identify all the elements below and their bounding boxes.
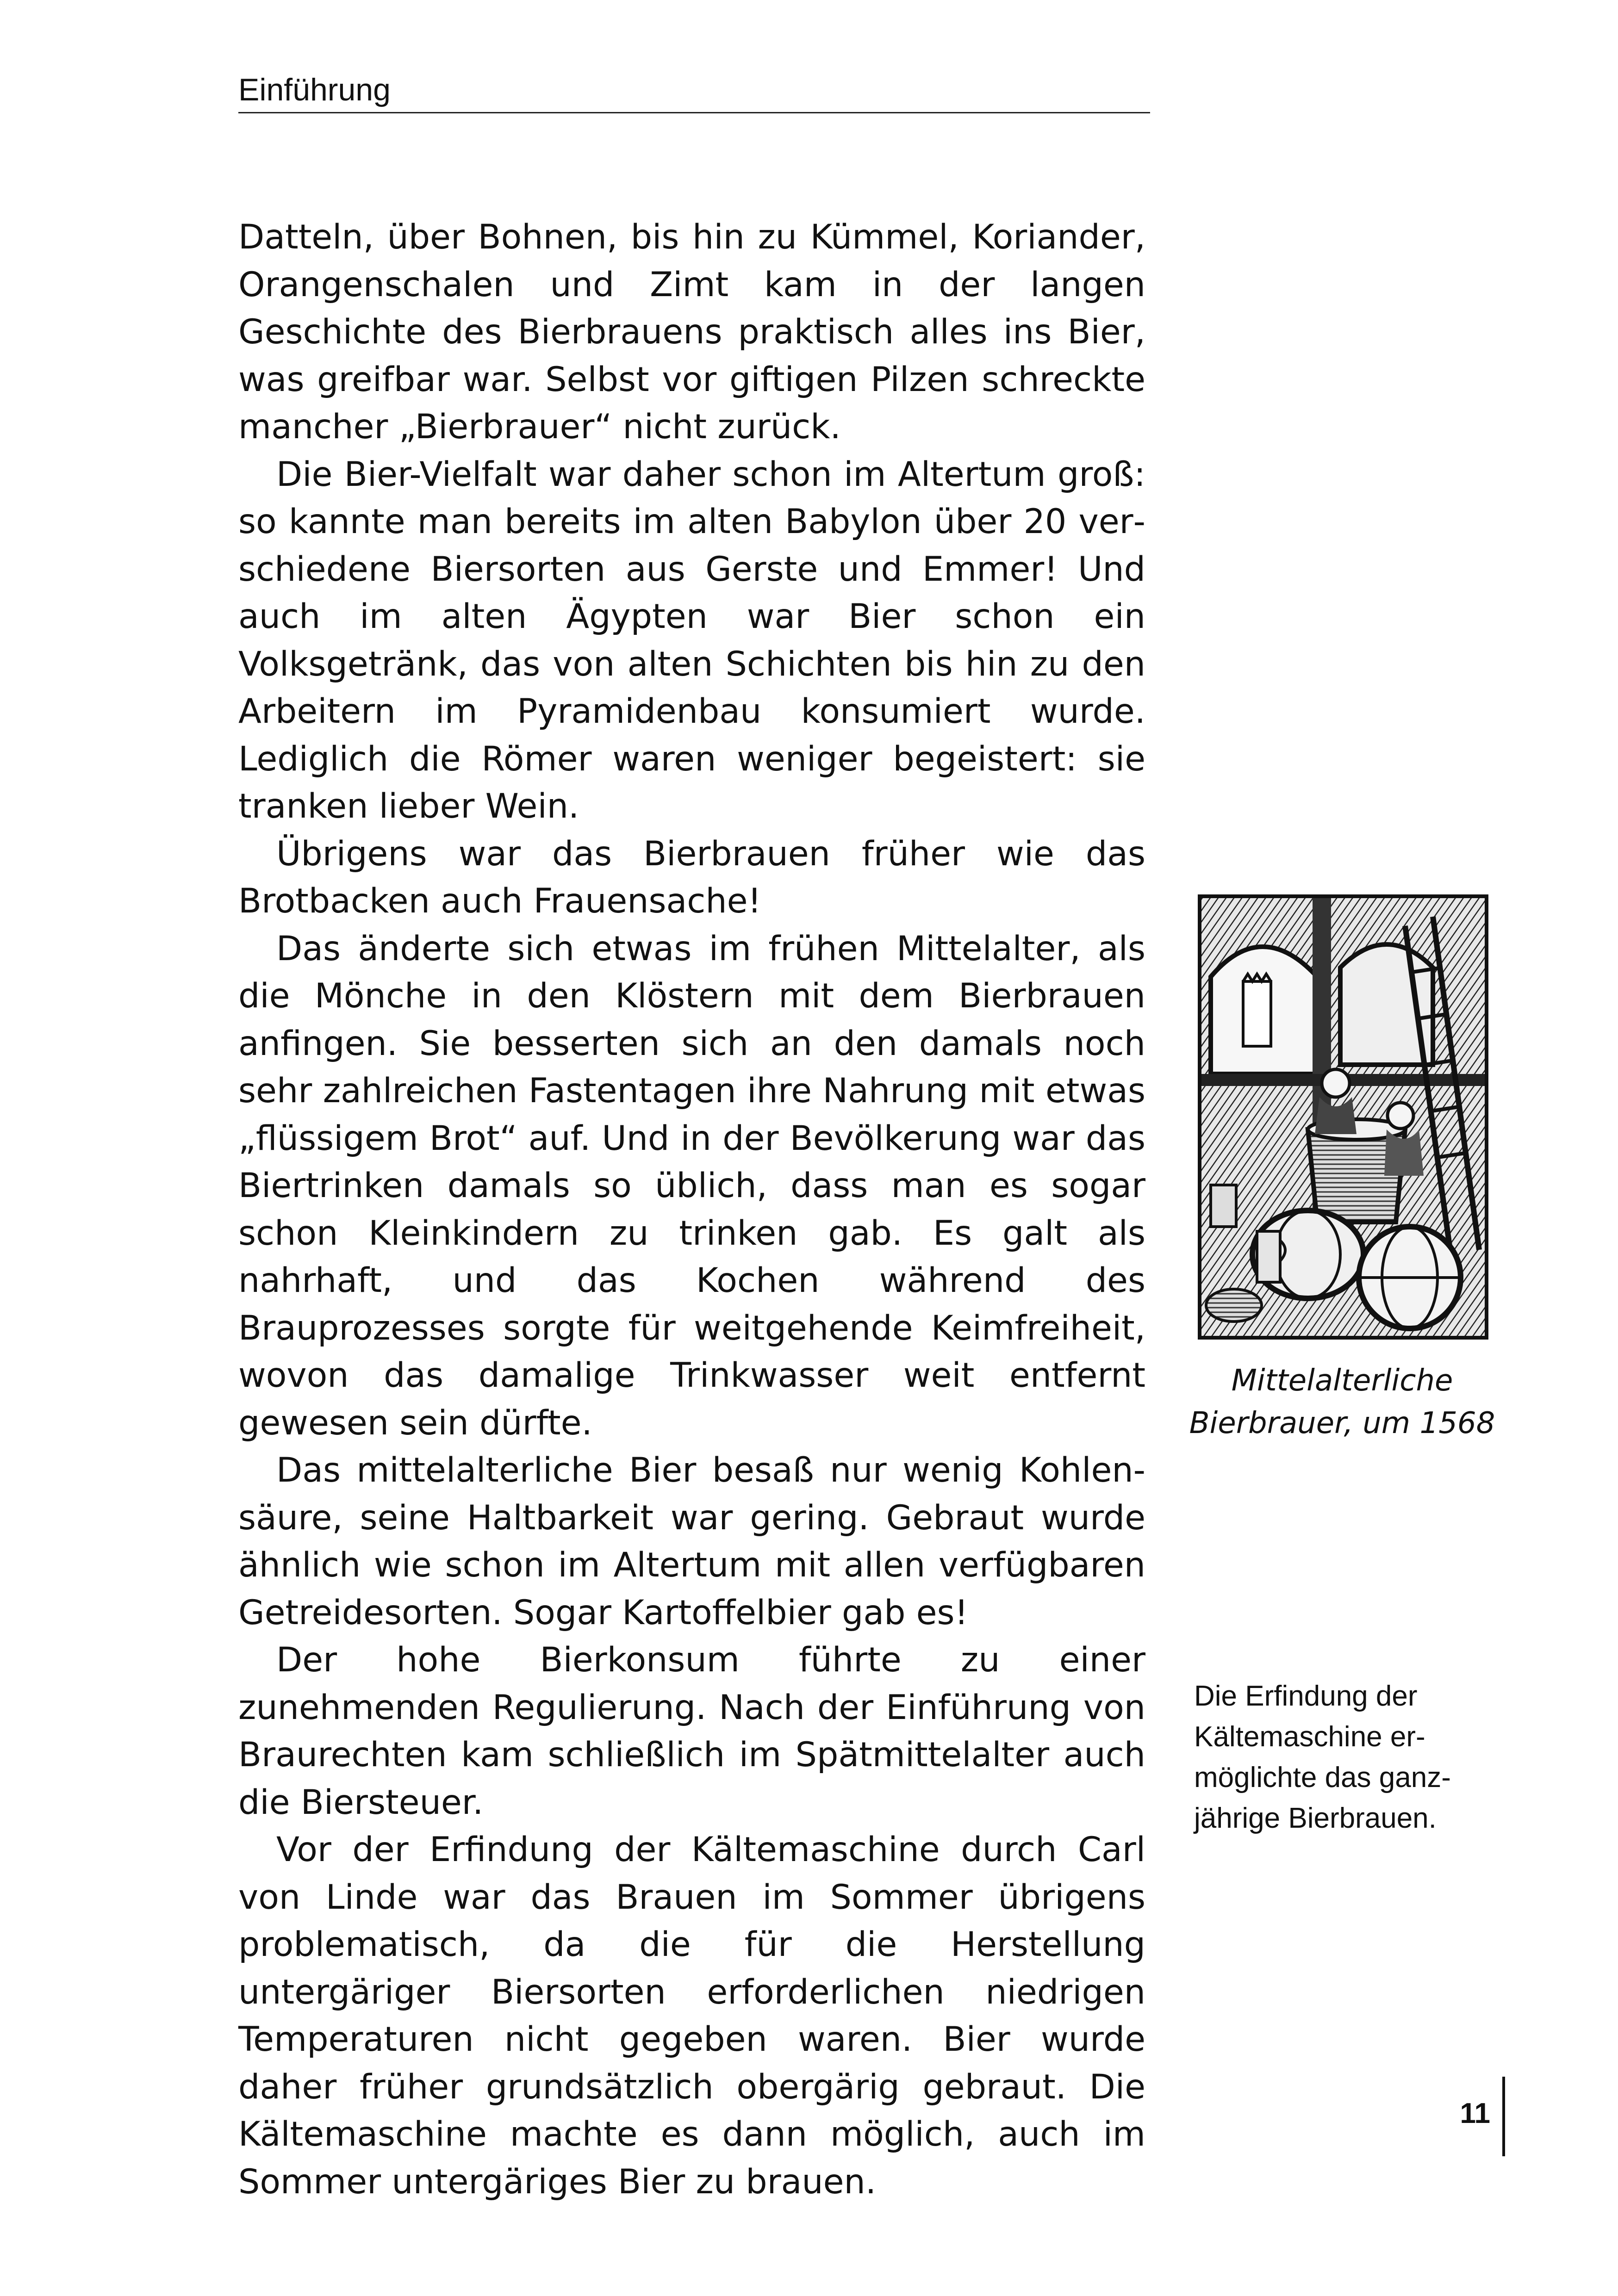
margin-note <box>1194 1676 1509 1839</box>
figure-caption <box>1176 1359 1509 1445</box>
figure-caption-line: Bierbrauer, um 1568 <box>1189 1406 1495 1440</box>
paragraph: Das änderte sich etwas im frühen Mittelalter, als die Mönche in den Klöstern mit dem Bierbrauen anfingen. Sie besserten sich an den damals noch sehr zahlreichen Fastentagen ihre Nahrung mit etwas „flüssigem Brot“ auf. Und in der Bevölkerung war das Biertrinken damals so üblich, dass man es sogar schon Kleinkindern zu trinken gab. Es galt als nahrhaft, und das Kochen während des Brauprozesses sorgte für weitgehende Keimfreiheit, wovon das damalige Trinkwasser weit entfernt gewesen sein dürfte. <box>238 929 1145 1443</box>
woodcut-illustration <box>1198 894 1488 1340</box>
brewery-woodcut-image <box>1201 898 1485 1336</box>
running-title: Einführung <box>238 72 391 107</box>
paragraph: Vor der Erfindung der Kältemaschine durch Carl von Linde war das Brauen im Sommer übrigens problematisch, da die für die Herstellung untergäriger Biersorten erforderlichen niedrigen Temperaturen nicht gegeben waren. Bier wurde daher früher grundsätzlich obergärig gebraut. Die Kältemaschine machte es dann möglich, auch im Sommer untergäriges Bier zu brauen. <box>238 1830 1145 2202</box>
paragraph: Datteln, über Bohnen, bis hin zu Kümmel, Koriander, Orangenschalen und Zimt kam in der langen Geschichte des Bierbrauens praktisch alles ins Bier, was greifbar war. Selbst vor giftigen Pilzen schreckte mancher „Bierbrauer“ nicht zurück. <box>238 217 1145 447</box>
margin-note-text: Die Erfindung der Kältemaschine ermöglichte das ganzjährige Bierbrauen. <box>1194 1680 1451 1834</box>
page-number-rule <box>1502 2077 1505 2156</box>
main-text-column <box>238 214 1145 2206</box>
running-header <box>238 70 1150 113</box>
page-number: 11 <box>1460 2097 1490 2129</box>
paragraph: Der hohe Bierkonsum führte zu einer zunehmenden Regulierung. Nach der Einführung von Braurechten kam schließlich im Spätmittelalter auch die Biersteuer. <box>238 1640 1145 1822</box>
paragraph: Übrigens war das Bierbrauen früher wie das Brotbacken auch Frauensache! <box>238 834 1145 921</box>
figure-caption-line: Mittelalterliche <box>1231 1364 1453 1398</box>
paragraph: Die Bier-Vielfalt war daher schon im Altertum groß: so kannte man bereits im alten Babylon über 20 verschiedene Biersorten aus Gerste und Emmer! Und auch im alten Ägypten war Bier schon ein Volksgetränk, das von alten Schichten bis hin zu den Arbeitern im Pyramidenbau konsumiert wurde. Lediglich die Römer waren weniger begeistert: sie tranken lieber Wein. <box>238 454 1145 826</box>
paragraph: Das mittelalterliche Bier besaß nur wenig Kohlensäure, seine Haltbarkeit war gering. Gebraut wurde ähnlich wie schon im Altertum mit allen verfügbaren Getreidesorten. Sogar Kartoffelbier gab es! <box>238 1451 1145 1632</box>
